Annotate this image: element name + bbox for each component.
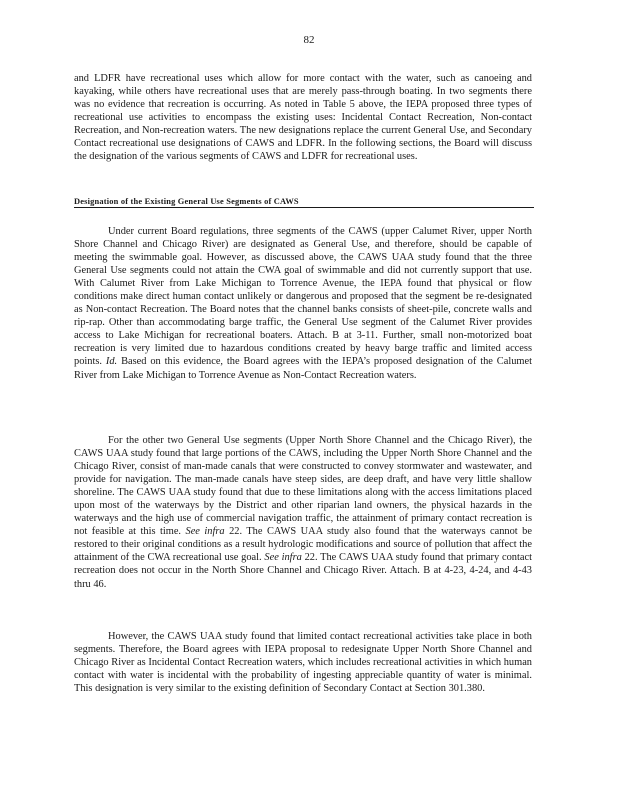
citation: Id.	[105, 356, 118, 368]
citation: See infra	[264, 552, 302, 564]
paragraph-incidental-contact: However, the CAWS UAA study found that limited contact recreational activities take place in both segments. Therefore, the Board agrees with IEPA proposal to redesignate Upper North Shore Channel and Chicago River as Incidental Contact Recreation waters, which includes recreational activities in which human contact with water is incidental with the probability of ingesting appreciable quantity of water is minimal. This designation is very similar to the existing definition of Secondary Contact at Section 301.380.	[74, 631, 532, 695]
paragraph-text: 22. The CAWS UAA study found that primary contact recreation does not occur in the North Shore Channel and Chicago River. Attach. B at 4-23, 4-24, and 4-43 thru 46.	[74, 552, 532, 590]
paragraph-text: For the other two General Use segments (Upper North Shore Channel and the Chicago River), the CAWS UAA study found that large portions of the CAWS, including the Upper North Shore Channel and the Chicago River, consist of man-made canals that were constructed to convey stormwater and wastewater, and provide for navigation. The man-made canals have steep sides, are deep draft, and have very little shallow shoreline. The CAWS UAA study found that due to these limitations along with the access limitations placed upon most of the waterways by the District and other riparian land owners, the physical hazards in the waterways and the high use of commercial navigation traffic, the attainment of primary contact recreation is not feasible at this time.	[74, 435, 532, 538]
paragraph-other-segments	[74, 434, 532, 591]
intro-paragraph: and LDFR have recreational uses which allow for more contact with the water, such as canoeing and kayaking, while others have recreational uses that are merely pass-through boating. In two segments there was no evidence that recreation is occurring. As noted in Table 5 above, the IEPA proposed three types of recreational use activities to encompass the existing uses: Incidental Contact Recreation, Non-contact Recreation, and Non-recreation waters. The new designations replace the current General Use, and Secondary Contact recreational use designations of CAWS and LDFR. In the following sections, the Board will discuss the designation of the various segments of CAWS and LDFR for recreational uses.	[74, 73, 532, 163]
section-heading: Designation of the Existing General Use Segments of CAWS	[74, 197, 534, 208]
paragraph-text: 22. The CAWS UAA study also found that the waterways cannot be restored to their original conditions as a result hydrologic modifications and source of pollution that affect the attainment of the CWA recreational use goal.	[74, 526, 532, 564]
page-number: 82	[303, 34, 315, 46]
paragraph-text: Based on this evidence, the Board agrees with the IEPA’s proposed designation of the Calumet River from Lake Michigan to Torrence Avenue as Non-Contact Recreation waters.	[74, 356, 532, 381]
paragraph-general-use-segments	[74, 225, 532, 382]
citation: See infra	[185, 526, 225, 538]
paragraph-text: Under current Board regulations, three segments of the CAWS (upper Calumet River, upper North Shore Channel and Chicago River) are designated as General Use, and therefore, should be capable of meeting the swimmable goal. However, as discussed above, the CAWS UAA study found that the three General Use segments could not attain the CWA goal of swimmable and did not currently support that use. With Calumet River from Lake Michigan to Torrence Avenue, the IEPA found that physical or flow conditions make direct human contact unlikely or dangerous and proposed that the segment be re-designated as Non-contact Recreation. The Board notes that the channel banks consists of sheet-pile, concrete walls and rip-rap. Other than accommodating barge traffic, the General Use segment of the Calumet River provides access to Lake Michigan for recreational boaters. Attach. B at 3-11. Further, small non-motorized boat recreation is very limited due to hazardous conditions created by heavy barge traffic and limited access points.	[74, 226, 532, 368]
